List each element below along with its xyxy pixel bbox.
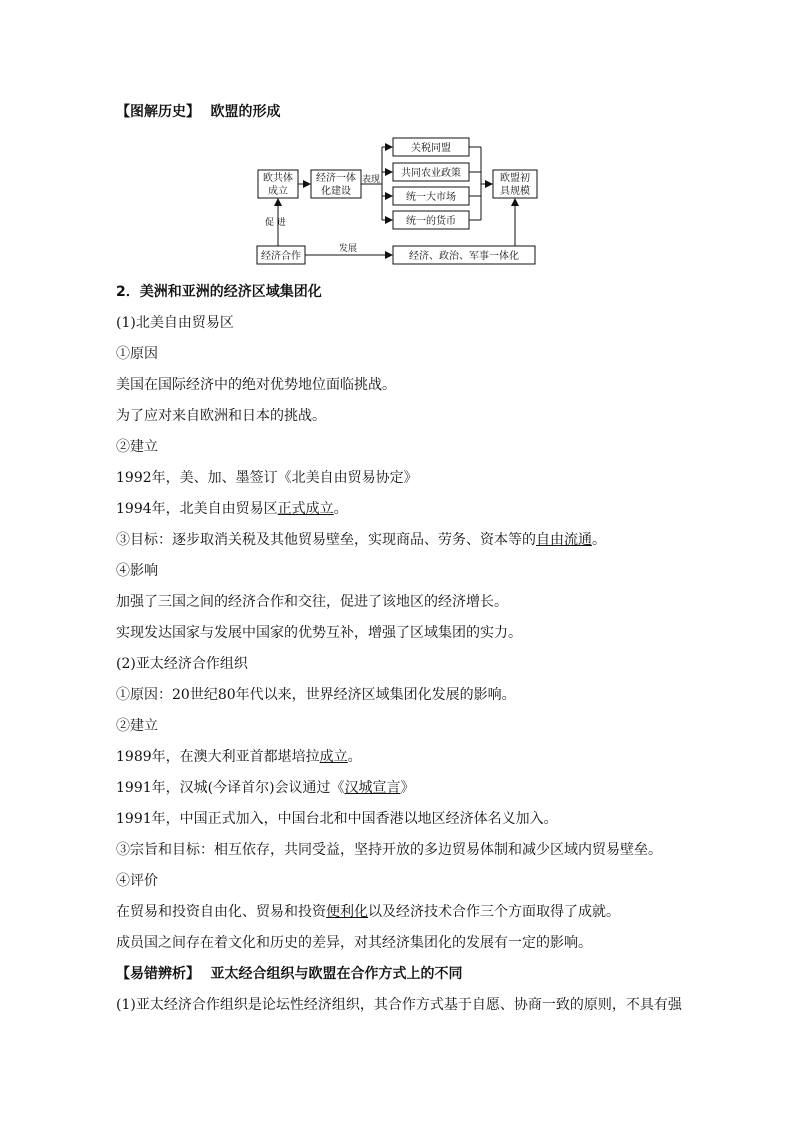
analysis-paragraph-1: (1)亚太经济合作组织是论坛性经济组织，其合作方式基于自愿、协商一致的原则，不具有强 — [116, 997, 682, 1013]
nafta-found-title: ②建立 — [116, 439, 158, 455]
nafta-reason-title: ①原因 — [116, 346, 158, 362]
apec-eval-1-underline: 便利化 — [326, 904, 368, 920]
manifest-label: 表现 — [361, 175, 381, 185]
apec-found-1 — [116, 748, 362, 766]
eec-label-2: 成立 — [268, 186, 288, 197]
apec-eval-2: 成员国之间存在着文化和历史的差异，对其经济集团化的发展有一定的影响。 — [116, 935, 592, 951]
nafta-found-1 — [116, 469, 418, 487]
nafta-impact-2: 实现发达国家与发展中国家的优势互补，增强了区域集团的实力。 — [116, 625, 522, 641]
nafta-impact-title: ④影响 — [116, 563, 158, 579]
item-label-3: 统一大市场 — [406, 192, 456, 203]
integration-all-label: 经济、政治、军事一体化 — [409, 251, 519, 262]
item-label-1: 关税同盟 — [411, 143, 451, 154]
apec-eval-1-text: 在贸易和投资自由化、贸易和投资 — [116, 904, 326, 920]
apec-found-2 — [116, 779, 415, 797]
develop-label: 发展 — [338, 244, 358, 254]
apec-found-1-underline: 成立 — [319, 749, 348, 765]
cooperation-label: 经济合作 — [261, 251, 301, 262]
integration-label-1: 经济一体 — [316, 173, 356, 184]
promote-label: 促 进 — [265, 218, 286, 228]
apec-found-title: ②建立 — [116, 718, 158, 734]
apec-found-1-text: 1989年，在澳大利亚首都堪培拉 — [116, 749, 320, 765]
nafta-impact-1: 加强了三国之间的经济合作和交往，促进了该地区的经济增长。 — [116, 594, 508, 610]
section-tag: 【图解历史】 — [116, 104, 200, 120]
section-title: 欧盟的形成 — [210, 104, 281, 120]
eu-label-1: 欧盟初 — [500, 173, 530, 184]
apec-found-1-end: 。 — [347, 749, 362, 765]
nafta-found-2-end: 。 — [333, 501, 348, 517]
eu-formation-diagram — [0, 0, 794, 280]
apec-eval-title: ④评价 — [116, 873, 158, 889]
nafta-agreement-name: 《北美自由贸易协定》 — [277, 470, 418, 486]
analysis-title: 亚太经合组织与欧盟在合作方式上的不同 — [210, 966, 463, 982]
nafta-goal — [116, 531, 606, 549]
apec-found-3: 1991年，中国正式加入，中国台北和中国香港以地区经济体名义加入。 — [116, 811, 558, 827]
section-2-heading: 2．美洲和亚洲的经济区域集团化 — [116, 284, 322, 300]
integration-label-2: 化建设 — [321, 186, 351, 197]
item-label-2: 共同农业政策 — [401, 168, 461, 179]
apec-reason: ①原因：20世纪80年代以来，世界经济区域集团化发展的影响。 — [116, 687, 516, 703]
analysis-tag: 【易错辨析】 — [116, 966, 200, 982]
item-label-4: 统一的货币 — [406, 216, 456, 227]
apec-found-2-text: 1991年，汉城(今译首尔)会议通过《 — [116, 780, 345, 796]
eec-label-1: 欧共体 — [263, 173, 293, 184]
nafta-found-1-text: 1992年，美、加、墨签订 — [116, 470, 278, 486]
apec-goal: ③宗旨和目标：相互依存，共同受益，坚持开放的多边贸易体制和减少区域内贸易壁垒。 — [116, 842, 662, 858]
nafta-found-2-text: 1994年，北美自由贸易区 — [116, 501, 278, 517]
nafta-found-2 — [116, 500, 348, 518]
nafta-reason-1: 美国在国际经济中的绝对优势地位面临挑战。 — [116, 377, 396, 393]
nafta-goal-text: ③目标：逐步取消关税及其他贸易壁垒，实现商品、劳务、资本等的 — [116, 532, 536, 548]
apec-found-2-underline: 汉城宣言 — [344, 780, 401, 796]
apec-found-2-end: 》 — [400, 780, 415, 796]
nafta-goal-end: 。 — [592, 532, 606, 548]
nafta-title: (1)北美自由贸易区 — [116, 315, 234, 331]
apec-title: (2)亚太经济合作组织 — [116, 656, 248, 672]
nafta-found-2-underline: 正式成立 — [277, 501, 334, 517]
apec-eval-1 — [116, 903, 620, 921]
analysis-header — [116, 965, 462, 983]
nafta-goal-underline: 自由流通 — [536, 532, 592, 548]
nafta-reason-2: 为了应对来自欧洲和日本的挑战。 — [116, 408, 326, 424]
eu-label-2: 具规模 — [500, 186, 530, 197]
apec-eval-1-end: 以及经济技术合作三个方面取得了成就。 — [368, 904, 620, 920]
